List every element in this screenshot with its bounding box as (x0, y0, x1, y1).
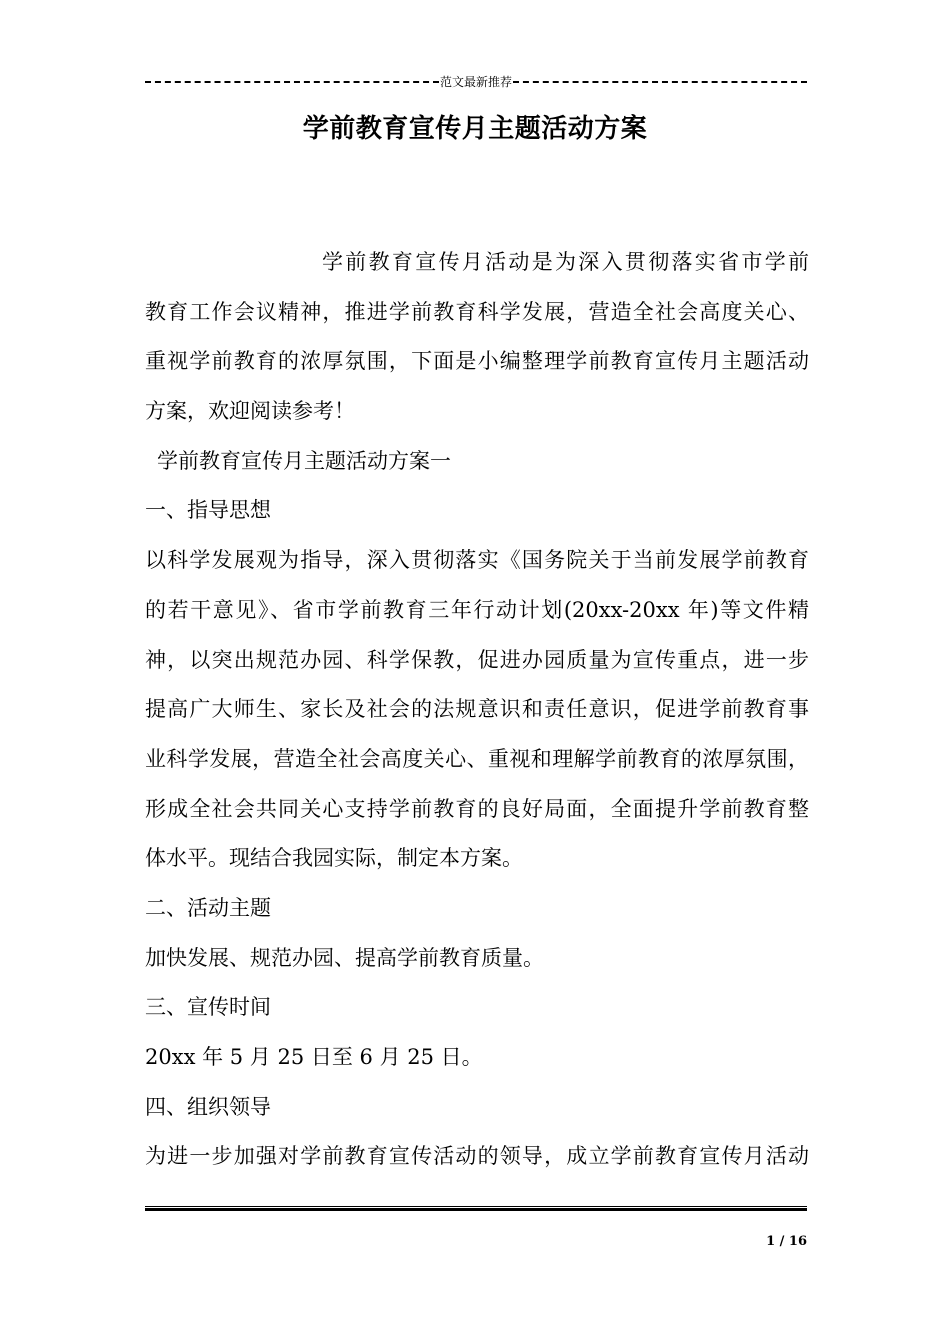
paragraph-line: 的若干意见》、省市学前教育三年行动计划(20xx-20xx 年)等文件精 (145, 597, 809, 622)
footer-divider (145, 1206, 807, 1211)
header-dash-left (145, 81, 439, 83)
page-number: 1 / 16 (766, 1234, 807, 1249)
paragraph-line: 学前教育宣传月活动是为深入贯彻落实省市学前 (322, 250, 809, 274)
section-heading: 一、指导思想 (145, 498, 271, 523)
paragraph-line: 体水平。现结合我园实际，制定本方案。 (145, 846, 523, 871)
paragraph-line: 方案，欢迎阅读参考！ (145, 399, 355, 424)
footer-thin-rule (145, 1206, 807, 1207)
paragraph-line: 教育工作会议精神，推进学前教育科学发展，营造全社会高度关心、 (145, 299, 809, 324)
paragraph-line: 提高广大师生、家长及社会的法规意识和责任意识，促进学前教育事 (145, 697, 809, 722)
section-heading: 四、组织领导 (145, 1094, 271, 1119)
paragraph-line: 加快发展、规范办园、提高学前教育质量。 (145, 945, 544, 970)
paragraph-line: 以科学发展观为指导，深入贯彻落实《国务院关于当前发展学前教育 (145, 548, 809, 573)
section-heading: 二、活动主题 (145, 895, 271, 920)
header-dash-right (513, 81, 807, 83)
footer-thick-rule (145, 1208, 807, 1211)
section-heading: 学前教育宣传月主题活动方案一 (157, 448, 451, 473)
paragraph-line: 业科学发展，营造全社会高度关心、重视和理解学前教育的浓厚氛围， (145, 746, 809, 771)
paragraph-line: 为进一步加强对学前教育宣传活动的领导，成立学前教育宣传月活动 (145, 1144, 809, 1169)
document-body (145, 238, 809, 1182)
paragraph-line: 重视学前教育的浓厚氛围，下面是小编整理学前教育宣传月主题活动 (145, 349, 809, 374)
paragraph-line: 神，以突出规范办园、科学保教，促进办园质量为宣传重点，进一步 (145, 647, 809, 672)
paragraph-line: 形成全社会共同关心支持学前教育的良好局面，全面提升学前教育整 (145, 796, 809, 821)
header-label: 范文最新推荐 (440, 74, 513, 89)
paragraph-line: 20xx 年 5 月 25 日至 6 月 25 日。 (145, 1045, 483, 1069)
document-title: 学前教育宣传月主题活动方案 (302, 114, 648, 144)
section-heading: 三、宣传时间 (145, 995, 271, 1020)
page-header (145, 71, 807, 91)
